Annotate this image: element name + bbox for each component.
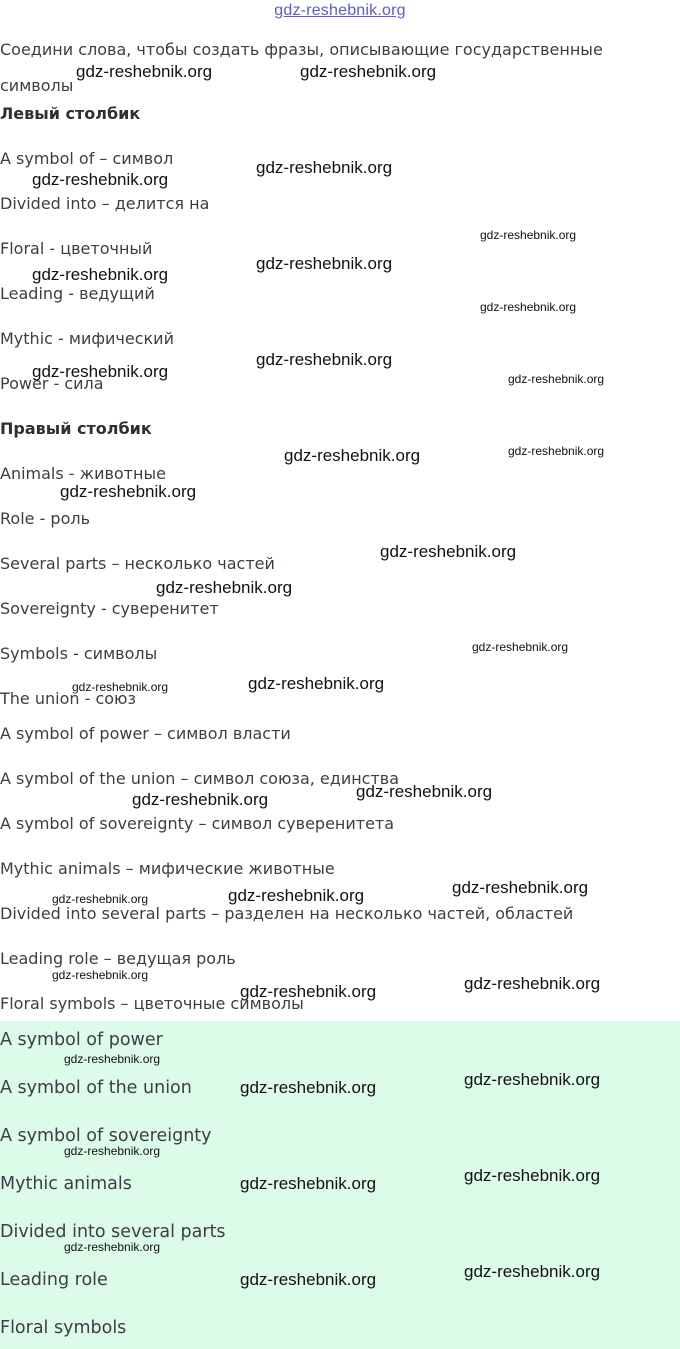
right-item: Animals - животные <box>0 464 166 483</box>
left-item: Leading - ведущий <box>0 284 155 303</box>
watermark: gdz-reshebnik.org <box>464 1070 601 1089</box>
left-item: Power - сила <box>0 374 104 393</box>
watermark: gdz-reshebnik.org <box>64 1052 161 1066</box>
watermark: gdz-reshebnik.org <box>248 674 385 693</box>
watermark: gdz-reshebnik.org <box>464 1262 601 1281</box>
watermark: gdz-reshebnik.org <box>64 1240 161 1254</box>
watermark: gdz-reshebnik.org <box>300 62 437 81</box>
watermark: gdz-reshebnik.org <box>256 350 393 369</box>
watermark: gdz-reshebnik.org <box>240 982 377 1001</box>
watermark: gdz-reshebnik.org <box>256 158 393 177</box>
right-item: Role - роль <box>0 509 91 528</box>
phrase-item: A symbol of the union – символ союза, единства <box>0 769 400 788</box>
left-item: Mythic - мифический <box>0 329 174 348</box>
answer-item: Mythic animals <box>0 1174 132 1194</box>
watermark: gdz-reshebnik.org <box>284 446 421 465</box>
watermark: gdz-reshebnik.org <box>356 782 493 801</box>
phrase-item: Mythic animals – мифические животные <box>0 859 335 878</box>
watermark: gdz-reshebnik.org <box>228 886 365 905</box>
watermark: gdz-reshebnik.org <box>52 968 149 982</box>
answer-item: Floral symbols <box>0 1318 127 1338</box>
watermark: gdz-reshebnik.org <box>72 680 169 694</box>
watermark: gdz-reshebnik.org <box>64 1144 161 1158</box>
right-item: Sovereignty - суверенитет <box>0 599 219 618</box>
right-item: The union - союз <box>0 689 137 708</box>
answer-item: A symbol of sovereignty <box>0 1126 212 1146</box>
answer-item: A symbol of the union <box>0 1078 192 1098</box>
site-link[interactable]: gdz-reshebnik.org <box>274 2 406 19</box>
left-item: Divided into – делится на <box>0 194 210 213</box>
watermark: gdz-reshebnik.org <box>32 265 169 284</box>
right-item: Symbols - символы <box>0 644 158 663</box>
watermark: gdz-reshebnik.org <box>76 62 213 81</box>
watermark: gdz-reshebnik.org <box>472 640 569 654</box>
answer-item: Divided into several parts <box>0 1222 226 1242</box>
left-column-heading: Левый столбик <box>0 104 141 123</box>
right-item: Several parts – несколько частей <box>0 554 275 573</box>
watermark: gdz-reshebnik.org <box>52 892 149 906</box>
phrase-item: Leading role – ведущая роль <box>0 949 236 968</box>
watermark: gdz-reshebnik.org <box>240 1078 377 1097</box>
watermark: gdz-reshebnik.org <box>240 1174 377 1193</box>
left-item: A symbol of – символ <box>0 149 174 168</box>
watermark: gdz-reshebnik.org <box>60 482 197 501</box>
watermark: gdz-reshebnik.org <box>508 444 605 458</box>
task-instruction: Соедини слова, чтобы создать фразы, описывающие государственные символы <box>0 40 603 95</box>
watermark: gdz-reshebnik.org <box>32 170 169 189</box>
right-column-heading: Правый столбик <box>0 419 152 438</box>
watermark: gdz-reshebnik.org <box>240 1270 377 1289</box>
watermark: gdz-reshebnik.org <box>256 254 393 273</box>
watermark: gdz-reshebnik.org <box>156 578 293 597</box>
answer-item: Leading role <box>0 1270 108 1290</box>
phrase-item: Divided into several parts – разделен на несколько частей, областей <box>0 904 574 923</box>
watermark: gdz-reshebnik.org <box>132 790 269 809</box>
watermark: gdz-reshebnik.org <box>32 362 169 381</box>
watermark: gdz-reshebnik.org <box>480 228 577 242</box>
answer-item: A symbol of power <box>0 1030 163 1050</box>
watermark: gdz-reshebnik.org <box>464 1166 601 1185</box>
left-item: Floral - цветочный <box>0 239 153 258</box>
phrase-item: A symbol of sovereignty – символ суверенитета <box>0 814 395 833</box>
watermark: gdz-reshebnik.org <box>380 542 517 561</box>
phrase-item: Floral symbols – цветочные символы <box>0 994 304 1013</box>
watermark: gdz-reshebnik.org <box>464 974 601 993</box>
watermark: gdz-reshebnik.org <box>480 300 577 314</box>
watermark: gdz-reshebnik.org <box>508 372 605 386</box>
watermark: gdz-reshebnik.org <box>452 878 589 897</box>
phrase-item: A symbol of power – символ власти <box>0 724 291 743</box>
